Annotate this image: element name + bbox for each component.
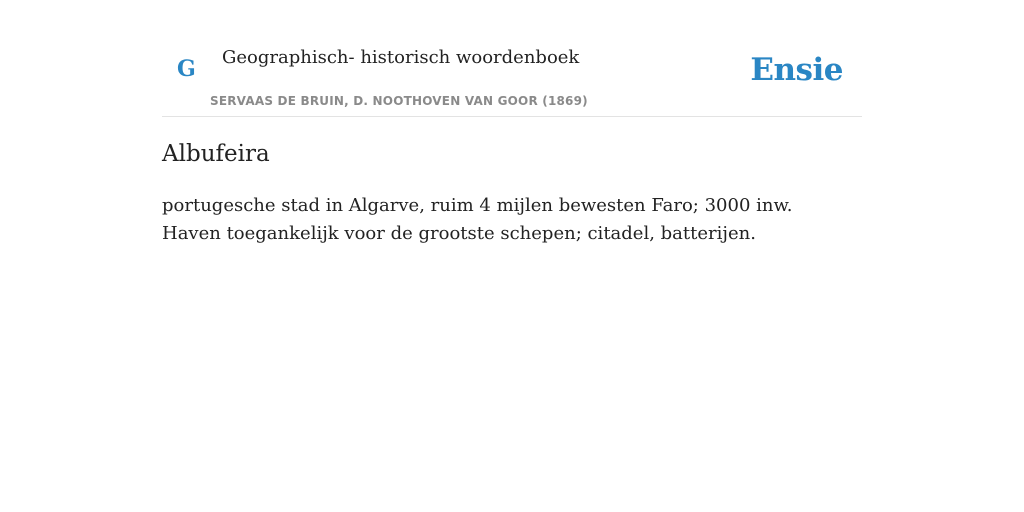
- entry-body: portugesche stad in Algarve, ruim 4 mijlen bewesten Faro; 3000 inw. Haven toegankelijk voor de grootste schepen; citadel, batterijen.: [162, 195, 793, 244]
- book-author: SERVAAS DE BRUIN, D. NOOTHOVEN VAN GOOR (1869): [210, 94, 588, 108]
- book-title[interactable]: Geographisch- historisch woordenboek: [222, 47, 580, 68]
- ensie-logo[interactable]: Ensie: [750, 52, 843, 88]
- book-header: [162, 0, 862, 117]
- book-letter-link[interactable]: G: [177, 56, 196, 82]
- entry-title: Albufeira: [162, 141, 270, 167]
